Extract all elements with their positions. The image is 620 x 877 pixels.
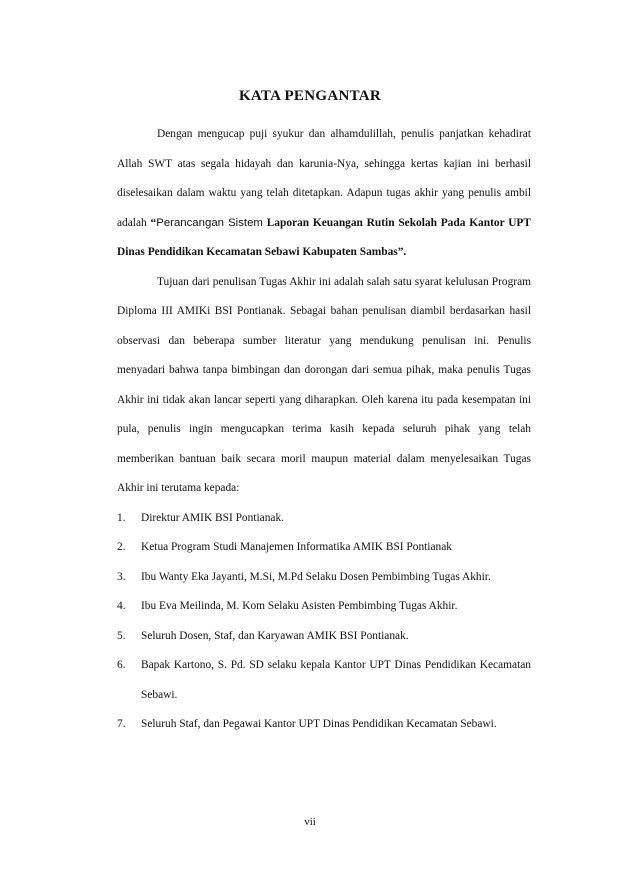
thesis-title-bold: Laporan Keuangan Rutin Sekolah Pada Kantor UPT Dinas Pendidikan Kecamatan Sebawi Kabupaten Sambas [117, 216, 531, 258]
list-item-text: Bapak Kartono, S. Pd. SD selaku kepala Kantor UPT Dinas Pendidikan Kecamatan Sebawi. [141, 659, 531, 701]
list-item-number: 3. [117, 570, 126, 583]
quote-open: “ [150, 216, 157, 229]
list-item-number: 7. [117, 718, 126, 730]
list-item-number: 6. [117, 659, 126, 671]
list-item-number: 5. [117, 629, 126, 642]
paragraph-purpose: Tujuan dari penulisan Tugas Akhir ini adalah salah satu syarat kelulusan Program Diploma III AMIKi BSI Pontianak. Sebagai bahan penulisan diambil berdasarkan hasil observasi dan beberapa sumber literatur yang mendukung penulisan ini. Penulis menyadari bahwa tanpa bimbingan dan dorongan dari semua pihak, maka penulis Tugas Akhir ini tidak akan lancar seperti yang diharapkan. Oleh karena itu pada kesempatan ini pula, penulis ingin mengucapkan terima kasih kepada seluruh pihak yang telah memberikan bantuan baik secara moril maupun material dalam menyelesaikan Tugas Akhir ini terutama kepada: [117, 275, 531, 494]
list-item [117, 622, 531, 652]
list-item-text: Ibu Wanty Eka Jayanti, M.Si, M.Pd Selaku Dosen Pembimbing Tugas Akhir. [141, 570, 491, 583]
list-item-text: Ketua Program Studi Manajemen Informatika AMIK BSI Pontianak [141, 541, 452, 553]
list-item [117, 504, 531, 534]
document-body [117, 120, 531, 740]
list-item-number: 2. [117, 541, 126, 553]
intro-text: Dengan mengucap puji syukur dan alhamdulillah, penulis panjatkan kehadirat Allah SWT atas segala hidayah dan karunia-Nya, sehingga kertas kajian ini berhasil diselesaikan dalam waktu yang telah ditetapkan. Adapun tugas akhir yang penulis ambil adalah [117, 128, 531, 229]
thesis-title-sans: Perancangan Sistem [156, 216, 263, 229]
acknowledgement-list [117, 504, 531, 740]
list-item-text: Direktur AMIK BSI Pontianak. [141, 511, 285, 524]
list-item-text: Ibu Eva Meilinda, M. Kom Selaku Asisten Pembimbing Tugas Akhir. [141, 600, 458, 612]
list-item [117, 563, 531, 593]
list-item-text: Seluruh Dosen, Staf, dan Karyawan AMIK BSI Pontianak. [141, 629, 409, 642]
list-item [117, 710, 531, 740]
page-title: KATA PENGANTAR [238, 88, 382, 104]
page-number: vii [304, 816, 316, 828]
intro-end: . [403, 246, 407, 258]
list-item-number: 4. [117, 600, 126, 612]
list-item-number: 1. [117, 511, 126, 524]
list-item-text: Seluruh Staf, dan Pegawai Kantor UPT Dinas Pendidikan Kecamatan Sebawi. [141, 718, 497, 730]
list-item [117, 592, 531, 622]
quote-close: ” [397, 246, 404, 258]
paragraph-intro [117, 120, 531, 268]
list-item [117, 533, 531, 563]
list-item [117, 651, 531, 710]
